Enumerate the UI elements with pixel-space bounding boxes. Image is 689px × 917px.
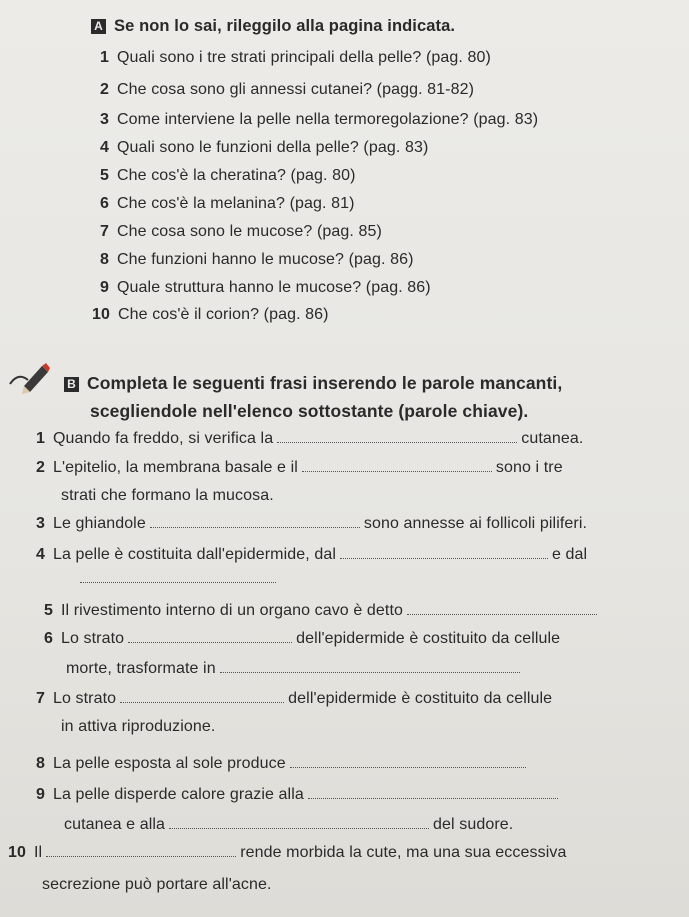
section-b-badge: B xyxy=(64,377,79,392)
question-item xyxy=(100,139,428,157)
question-text: Che cos'è il corion? (pag. 86) xyxy=(118,306,329,323)
sentence-10-cont: secrezione può portare all'acne. xyxy=(42,876,272,893)
sentence-7-cont: in attiva riproduzione. xyxy=(61,718,216,735)
blank-field[interactable] xyxy=(169,816,429,829)
blank-field[interactable] xyxy=(308,786,558,799)
blank-field[interactable] xyxy=(80,570,276,583)
question-item xyxy=(92,306,329,324)
blank-field[interactable] xyxy=(46,844,236,857)
question-text: Che cosa sono gli annessi cutanei? (pagg. 81-82) xyxy=(117,81,475,98)
question-text: Che cosa sono le mucose? (pag. 85) xyxy=(117,223,382,240)
section-a-badge: A xyxy=(91,19,106,34)
question-number: 6 xyxy=(100,195,109,212)
question-item xyxy=(100,279,431,297)
question-text: Che funzioni hanno le mucose? (pag. 86) xyxy=(117,251,414,268)
section-a-heading xyxy=(91,17,455,36)
question-item xyxy=(100,195,355,213)
question-text: Che cos'è la melanina? (pag. 81) xyxy=(117,195,355,212)
sentence-6-cont: morte, trasformate in xyxy=(66,660,524,678)
question-number: 10 xyxy=(92,306,110,323)
sentence-4: 4 La pelle è costituita dall'epidermide, dal e dal xyxy=(36,546,588,563)
question-item xyxy=(100,251,414,269)
question-item xyxy=(100,111,538,129)
question-text: Come interviene la pelle nella termoregolazione? (pag. 83) xyxy=(117,111,539,128)
blank-field[interactable] xyxy=(290,755,526,768)
blank-field[interactable] xyxy=(120,690,284,703)
section-b-title-line1: Completa le seguenti frasi inserendo le parole mancanti, xyxy=(87,373,563,393)
blank-field[interactable] xyxy=(340,546,548,559)
blank-field[interactable] xyxy=(407,602,597,615)
sentence-7: 7 Lo strato dell'epidermide è costituito da cellule xyxy=(36,690,553,707)
question-number: 2 xyxy=(100,81,109,98)
question-number: 9 xyxy=(100,279,109,296)
sentence-10: 10 Il rende morbida la cute, ma una sua eccessiva xyxy=(8,844,567,861)
sentence-2: 2 L'epitelio, la membrana basale e il sono i tre xyxy=(36,459,563,476)
question-item xyxy=(100,167,356,185)
sentence-9: 9 La pelle disperde calore grazie alla xyxy=(36,786,562,804)
sentence-1: 1 Quando fa freddo, si verifica la cutanea. xyxy=(36,430,584,447)
sentence-9-cont: cutanea e alla del sudore. xyxy=(64,816,514,833)
question-text: Quale struttura hanno le mucose? (pag. 86) xyxy=(117,279,431,296)
section-b-title-line2: scegliendole nell'elenco sottostante (parole chiave). xyxy=(90,401,529,421)
section-a-title: Se non lo sai, rileggilo alla pagina indicata. xyxy=(114,17,456,35)
question-text: Quali sono i tre strati principali della pelle? (pag. 80) xyxy=(117,49,491,66)
question-text: Quali sono le funzioni della pelle? (pag. 83) xyxy=(117,139,429,156)
blank-field[interactable] xyxy=(277,430,517,443)
question-number: 7 xyxy=(100,223,109,240)
pencil-icon xyxy=(8,362,50,396)
sentence-8: 8 La pelle esposta al sole produce xyxy=(36,755,530,773)
blank-field[interactable] xyxy=(302,459,492,472)
question-number: 4 xyxy=(100,139,109,156)
blank-field[interactable] xyxy=(150,515,360,528)
sentence-6: 6 Lo strato dell'epidermide è costituito da cellule xyxy=(44,630,561,647)
blank-field[interactable] xyxy=(220,660,520,673)
question-number: 3 xyxy=(100,111,109,128)
section-b-heading xyxy=(64,373,562,394)
sentence-5: 5 Il rivestimento interno di un organo cavo è detto xyxy=(44,602,601,620)
question-text: Che cos'è la cheratina? (pag. 80) xyxy=(117,167,356,184)
question-item xyxy=(100,223,382,241)
question-number: 1 xyxy=(100,49,109,66)
sentence-3: 3 Le ghiandole sono annesse ai follicoli piliferi. xyxy=(36,515,588,532)
question-number: 8 xyxy=(100,251,109,268)
question-item xyxy=(100,49,491,67)
sentence-2-cont: strati che formano la mucosa. xyxy=(61,487,274,504)
question-item xyxy=(100,81,474,99)
question-number: 5 xyxy=(100,167,109,184)
blank-field[interactable] xyxy=(128,630,292,643)
